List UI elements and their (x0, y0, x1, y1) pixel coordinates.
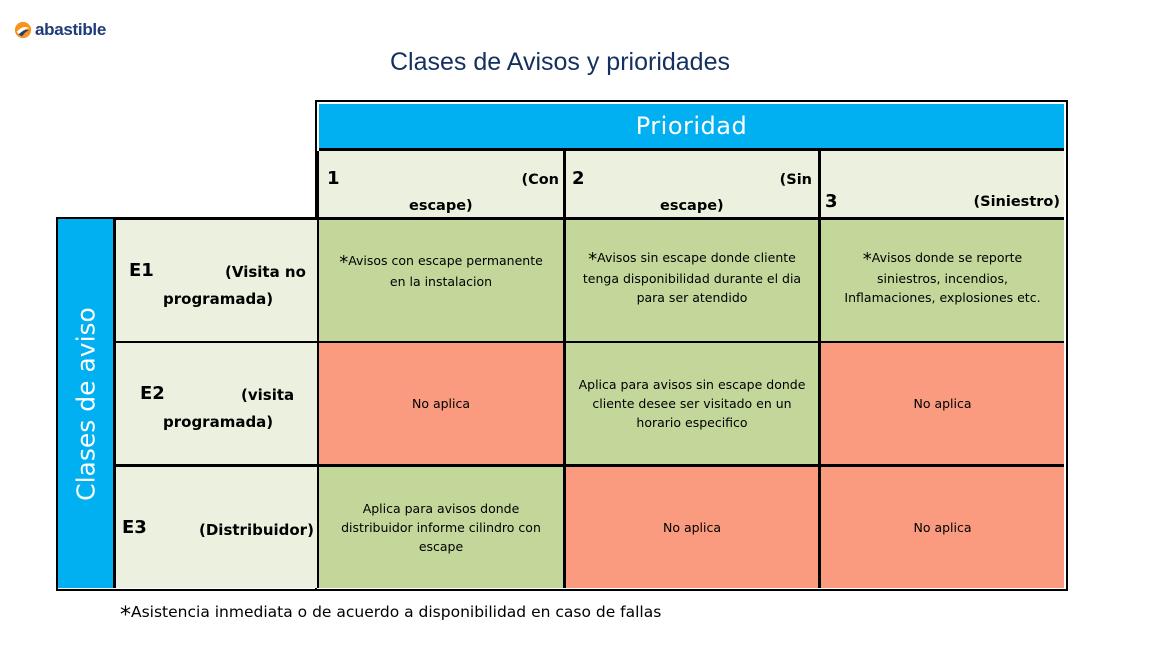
cell-text: No aplica (913, 520, 972, 535)
page-title: Clases de Avisos y prioridades (390, 48, 730, 76)
cell-text: Aplica para avisos donde distribuidor informe cilindro con escape (341, 501, 541, 554)
column-number: 2 (572, 168, 585, 189)
column-label: (Siniestro) (973, 194, 1060, 210)
row-code: E1 (129, 260, 154, 281)
grid-line (116, 341, 1064, 343)
cell-e1-p3 (821, 220, 1064, 341)
row-label: (visita (241, 386, 295, 404)
grid-line (563, 151, 566, 588)
cell-text-wrap (578, 248, 806, 307)
grid-line (317, 151, 319, 588)
cell-text-wrap (833, 248, 1052, 307)
row-header-e3 (116, 467, 317, 588)
cell-text: Avisos con escape permanente en la instalacion (348, 252, 543, 289)
column-number: 1 (327, 168, 340, 189)
row-header-e2 (116, 343, 317, 464)
asterisk: * (862, 249, 872, 270)
footnote-text: Asistencia inmediata o de acuerdo a disponibilidad en caso de fallas (131, 603, 662, 621)
column-number: 3 (825, 191, 838, 212)
asterisk: * (339, 251, 349, 273)
logo-text: abastible (35, 20, 106, 39)
cell-e3-p1 (319, 467, 563, 588)
row-label: (Distribuidor) (199, 521, 314, 539)
cell-text-wrap (331, 251, 551, 291)
row-code: E2 (140, 383, 165, 404)
row-label-cont: programada) (163, 290, 274, 308)
cell-e2-p2 (566, 343, 818, 464)
grid-line (116, 217, 1064, 220)
cell-e2-p1 (319, 343, 563, 464)
cell-text: Avisos donde se reporte siniestros, incendios, Inflamaciones, explosiones etc. (844, 250, 1041, 305)
asterisk: * (588, 249, 598, 270)
row-label-cont: programada) (163, 413, 274, 431)
flame-logo-icon (14, 21, 32, 39)
grid-line (319, 148, 1064, 151)
cell-text: No aplica (913, 396, 972, 411)
column-header-3 (821, 151, 1064, 217)
column-header-1 (319, 151, 563, 217)
grid-line (116, 464, 1064, 467)
column-label-cont: escape) (660, 198, 724, 214)
grid-line (113, 219, 116, 588)
grid-line (818, 151, 821, 588)
cell-e1-p2 (566, 220, 818, 341)
column-header-2 (566, 151, 818, 217)
company-logo (14, 20, 106, 40)
row-code: E3 (122, 517, 147, 538)
asterisk: * (120, 603, 131, 628)
footnote (120, 603, 661, 628)
column-label: (Sin (779, 172, 812, 188)
cell-text: No aplica (662, 520, 722, 535)
column-label: (Con (521, 172, 559, 188)
cell-e3-p3 (821, 467, 1064, 588)
row-label: (Visita no (225, 263, 306, 281)
cell-e1-p1 (319, 220, 563, 341)
class-header-label: Clases de aviso (71, 306, 100, 501)
cell-e3-p2 (566, 467, 818, 588)
column-label-cont: escape) (409, 198, 473, 214)
cell-text: No aplica (411, 396, 471, 411)
priority-header: Prioridad (319, 104, 1064, 148)
row-header-e1 (116, 220, 317, 341)
cell-e2-p3 (821, 343, 1064, 464)
cell-text: Avisos sin escape donde cliente tenga disponibilidad durante el dia para ser atendido (582, 250, 802, 305)
class-header (58, 219, 113, 588)
cell-text: Aplica para avisos sin escape donde cliente desee ser visitado en un horario especifico (578, 377, 806, 430)
